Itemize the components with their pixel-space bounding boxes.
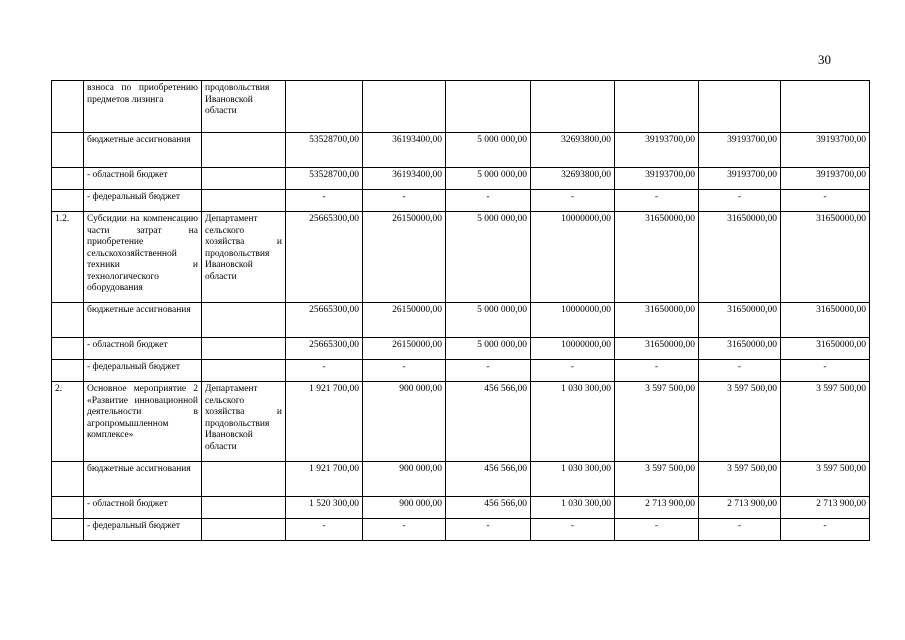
- amount-cell: 1 030 300,00: [531, 497, 615, 519]
- executor-cell: [202, 462, 286, 497]
- table-row: [52, 497, 870, 519]
- amount-cell: [446, 81, 531, 133]
- amount-cell: -: [781, 190, 870, 212]
- amount-cell: -: [615, 360, 699, 382]
- amount-cell: 39193700,00: [699, 168, 781, 190]
- amount-cell: 31650000,00: [781, 212, 870, 303]
- amount-cell: 5 000 000,00: [446, 212, 531, 303]
- table-row: [52, 382, 870, 462]
- table-row: [52, 519, 870, 541]
- table-row: [52, 190, 870, 212]
- executor-cell: продовольствия Ивановской области: [202, 81, 286, 133]
- amount-cell: 2 713 900,00: [781, 497, 870, 519]
- table-row: [52, 81, 870, 133]
- executor-cell: [202, 133, 286, 168]
- row-number-cell: [52, 81, 84, 133]
- amount-cell: -: [286, 519, 363, 541]
- amount-cell: 5 000 000,00: [446, 133, 531, 168]
- amount-cell: 3 597 500,00: [699, 462, 781, 497]
- table-row: [52, 462, 870, 497]
- amount-cell: [615, 81, 699, 133]
- amount-cell: [531, 81, 615, 133]
- amount-cell: 36193400,00: [363, 133, 446, 168]
- amount-cell: 5 000 000,00: [446, 303, 531, 338]
- amount-cell: -: [615, 519, 699, 541]
- amount-cell: -: [363, 190, 446, 212]
- table-row: [52, 338, 870, 360]
- amount-cell: -: [699, 190, 781, 212]
- activity-name-cell: взноса по приобретению предметов лизинга: [84, 81, 202, 133]
- executor-cell: Департамент сельского хозяйства и продовольствия Ивановской области: [202, 382, 286, 462]
- amount-cell: 5 000 000,00: [446, 168, 531, 190]
- activity-name-cell: бюджетные ассигнования: [84, 303, 202, 338]
- activity-name-cell: Субсидии на компенсацию части затрат на приобретение сельскохозяйственной техники и технологического оборудования: [84, 212, 202, 303]
- amount-cell: -: [446, 190, 531, 212]
- amount-cell: 31650000,00: [699, 303, 781, 338]
- amount-cell: 3 597 500,00: [615, 382, 699, 462]
- amount-cell: 10000000,00: [531, 303, 615, 338]
- amount-cell: [699, 81, 781, 133]
- amount-cell: 25665300,00: [286, 338, 363, 360]
- activity-name-cell: бюджетные ассигнования: [84, 462, 202, 497]
- amount-cell: 2 713 900,00: [699, 497, 781, 519]
- amount-cell: 32693800,00: [531, 133, 615, 168]
- row-number-cell: [52, 497, 84, 519]
- activity-name-cell: - федеральный бюджет: [84, 190, 202, 212]
- amount-cell: 31650000,00: [781, 303, 870, 338]
- activity-name-cell: - областной бюджет: [84, 338, 202, 360]
- activity-name-cell: - федеральный бюджет: [84, 519, 202, 541]
- amount-cell: 26150000,00: [363, 303, 446, 338]
- table-body: [52, 81, 870, 541]
- row-number-cell: [52, 462, 84, 497]
- amount-cell: 900 000,00: [363, 462, 446, 497]
- amount-cell: 1 520 300,00: [286, 497, 363, 519]
- amount-cell: 26150000,00: [363, 212, 446, 303]
- amount-cell: 5 000 000,00: [446, 338, 531, 360]
- amount-cell: 39193700,00: [615, 133, 699, 168]
- amount-cell: -: [286, 360, 363, 382]
- amount-cell: -: [446, 360, 531, 382]
- activity-name-cell: - федеральный бюджет: [84, 360, 202, 382]
- amount-cell: -: [531, 519, 615, 541]
- executor-cell: [202, 338, 286, 360]
- row-number-cell: [52, 519, 84, 541]
- activity-name-cell: бюджетные ассигнования: [84, 133, 202, 168]
- amount-cell: -: [781, 360, 870, 382]
- amount-cell: -: [286, 190, 363, 212]
- row-number-cell: [52, 133, 84, 168]
- amount-cell: 31650000,00: [615, 212, 699, 303]
- amount-cell: -: [615, 190, 699, 212]
- activity-name-cell: - областной бюджет: [84, 497, 202, 519]
- executor-cell: [202, 497, 286, 519]
- row-number-cell: [52, 303, 84, 338]
- executor-cell: [202, 360, 286, 382]
- row-number-cell: [52, 338, 84, 360]
- amount-cell: 456 566,00: [446, 462, 531, 497]
- table-row: [52, 212, 870, 303]
- amount-cell: 39193700,00: [781, 168, 870, 190]
- amount-cell: 10000000,00: [531, 212, 615, 303]
- amount-cell: -: [446, 519, 531, 541]
- amount-cell: 1 030 300,00: [531, 462, 615, 497]
- amount-cell: 3 597 500,00: [699, 382, 781, 462]
- amount-cell: -: [781, 519, 870, 541]
- amount-cell: 31650000,00: [615, 303, 699, 338]
- amount-cell: [286, 81, 363, 133]
- table-row: [52, 133, 870, 168]
- row-number-cell: [52, 360, 84, 382]
- amount-cell: 900 000,00: [363, 497, 446, 519]
- activity-name-cell: Основное мероприятие 2 «Развитие инновационной деятельности в агропромышленном комплексе»: [84, 382, 202, 462]
- amount-cell: -: [363, 360, 446, 382]
- amount-cell: 25665300,00: [286, 303, 363, 338]
- amount-cell: 25665300,00: [286, 212, 363, 303]
- amount-cell: 3 597 500,00: [615, 462, 699, 497]
- amount-cell: 31650000,00: [699, 338, 781, 360]
- amount-cell: 900 000,00: [363, 382, 446, 462]
- activity-name-cell: - областной бюджет: [84, 168, 202, 190]
- amount-cell: -: [363, 519, 446, 541]
- amount-cell: [363, 81, 446, 133]
- amount-cell: 31650000,00: [699, 212, 781, 303]
- budget-table: [51, 80, 870, 541]
- amount-cell: 31650000,00: [615, 338, 699, 360]
- table-row: [52, 360, 870, 382]
- executor-cell: [202, 190, 286, 212]
- amount-cell: 39193700,00: [615, 168, 699, 190]
- page-number: 30: [818, 52, 831, 67]
- table-row: [52, 303, 870, 338]
- amount-cell: -: [699, 519, 781, 541]
- executor-cell: Департамент сельского хозяйства и продовольствия Ивановской области: [202, 212, 286, 303]
- amount-cell: 53528700,00: [286, 168, 363, 190]
- amount-cell: 1 921 700,00: [286, 382, 363, 462]
- amount-cell: -: [531, 360, 615, 382]
- amount-cell: 456 566,00: [446, 382, 531, 462]
- amount-cell: -: [699, 360, 781, 382]
- amount-cell: 456 566,00: [446, 497, 531, 519]
- amount-cell: 36193400,00: [363, 168, 446, 190]
- row-number-cell: 1.2.: [52, 212, 84, 303]
- amount-cell: 3 597 500,00: [781, 382, 870, 462]
- executor-cell: [202, 303, 286, 338]
- executor-cell: [202, 168, 286, 190]
- executor-cell: [202, 519, 286, 541]
- amount-cell: 26150000,00: [363, 338, 446, 360]
- amount-cell: 39193700,00: [781, 133, 870, 168]
- amount-cell: 1 030 300,00: [531, 382, 615, 462]
- amount-cell: 31650000,00: [781, 338, 870, 360]
- amount-cell: 39193700,00: [699, 133, 781, 168]
- amount-cell: 53528700,00: [286, 133, 363, 168]
- amount-cell: -: [531, 190, 615, 212]
- amount-cell: [781, 81, 870, 133]
- amount-cell: 1 921 700,00: [286, 462, 363, 497]
- table-row: [52, 168, 870, 190]
- amount-cell: 10000000,00: [531, 338, 615, 360]
- row-number-cell: [52, 168, 84, 190]
- row-number-cell: [52, 190, 84, 212]
- row-number-cell: 2.: [52, 382, 84, 462]
- amount-cell: 2 713 900,00: [615, 497, 699, 519]
- amount-cell: 32693800,00: [531, 168, 615, 190]
- amount-cell: 3 597 500,00: [781, 462, 870, 497]
